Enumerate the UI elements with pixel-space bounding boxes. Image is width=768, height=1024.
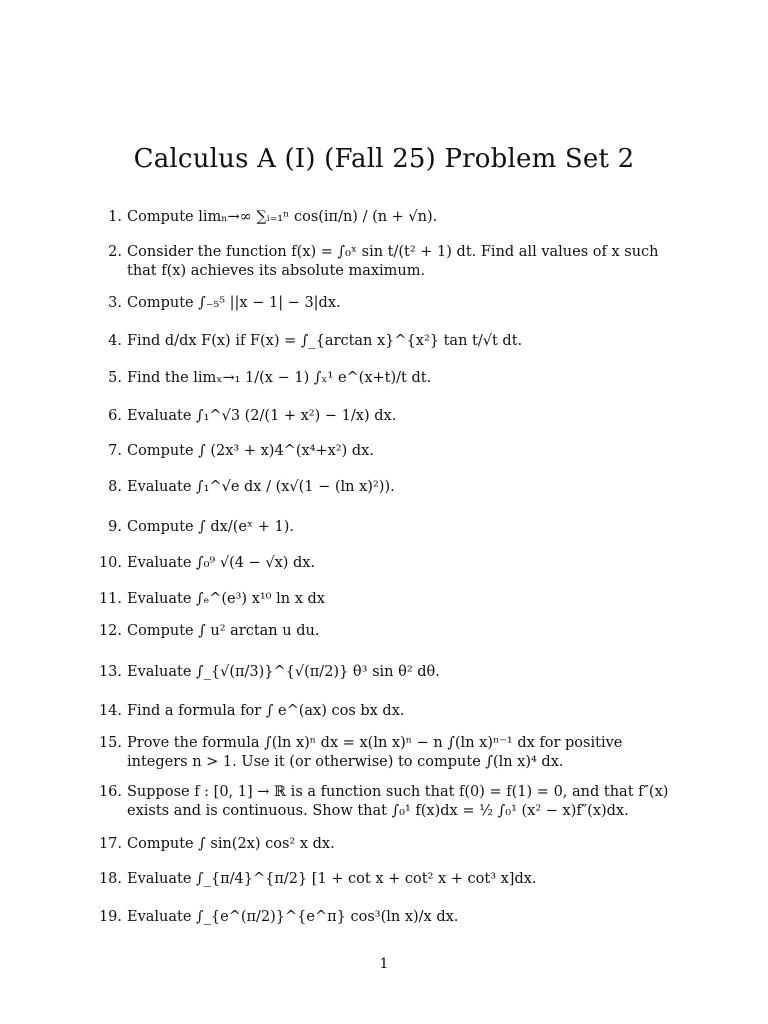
problem-text: Evaluate ∫_{π/4}^{π/2} [1 + cot x + cot² x + cot³ x]dx. bbox=[127, 871, 537, 887]
problem-number: 19. bbox=[98, 909, 122, 925]
problem-text: Find d/dx F(x) if F(x) = ∫_{arctan x}^{x²} tan t/√t dt. bbox=[127, 333, 523, 349]
problem-number: 1. bbox=[108, 209, 122, 225]
problem-number: 8. bbox=[108, 479, 122, 495]
problem-number: 4. bbox=[108, 333, 122, 349]
page-title: Calculus A (I) (Fall 25) Problem Set 2 bbox=[133, 144, 635, 174]
problem-text: Compute limₙ→∞ ∑ᵢ₌₁ⁿ cos(iπ/n) / (n + √n). bbox=[127, 209, 438, 225]
problem-text: Compute ∫ dx/(eˣ + 1). bbox=[127, 519, 294, 535]
page-number: 1 bbox=[379, 956, 389, 972]
problem-text: Compute ∫ u² arctan u du. bbox=[127, 623, 320, 639]
problem-number: 5. bbox=[108, 370, 122, 386]
problem-text: Find a formula for ∫ e^(ax) cos bx dx. bbox=[127, 703, 405, 719]
problem-number: 13. bbox=[98, 664, 122, 680]
problem-text: Evaluate ∫₀⁹ √(4 − √x) dx. bbox=[127, 555, 316, 571]
problem-text: Evaluate ∫_{√(π/3)}^{√(π/2)} θ³ sin θ² dθ. bbox=[127, 664, 440, 680]
problem-number: 12. bbox=[98, 623, 122, 639]
problem-number: 14. bbox=[98, 703, 122, 719]
problem-text: Consider the function f(x) = ∫₀ˣ sin t/(t² + 1) dt. Find all values of x such that f(x) achieves its absolute maximum. bbox=[127, 244, 659, 279]
problem-text: Compute ∫ sin(2x) cos² x dx. bbox=[127, 836, 335, 852]
problem-text: Evaluate ∫_{e^(π/2)}^{e^π} cos³(ln x)/x dx. bbox=[127, 909, 459, 925]
problem-number: 3. bbox=[108, 295, 122, 311]
problem-number: 11. bbox=[98, 591, 122, 607]
problem-text: Evaluate ∫₁^√e dx / (x√(1 − (ln x)²)). bbox=[127, 479, 395, 495]
problem-number: 7. bbox=[108, 443, 122, 459]
problem-number: 18. bbox=[98, 871, 122, 887]
problem-number: 10. bbox=[98, 555, 122, 571]
problem-text: Compute ∫₋₅⁵ ||x − 1| − 3|dx. bbox=[127, 295, 341, 311]
problem-number: 16. bbox=[98, 784, 122, 800]
problem-text: Prove the formula ∫(ln x)ⁿ dx = x(ln x)ⁿ − n ∫(ln x)ⁿ⁻¹ dx for positive integers n > 1. Use it (or otherwise) to compute ∫(ln x)⁴ dx. bbox=[127, 735, 623, 770]
problem-number: 15. bbox=[98, 735, 122, 751]
problem-text: Find the limₓ→₁ 1/(x − 1) ∫ₓ¹ e^(x+t)/t dt. bbox=[127, 370, 432, 386]
problem-text: Suppose f : [0, 1] → ℝ is a function such that f(0) = f(1) = 0, and that f″(x) exists and is continuous. Show that ∫₀¹ f(x)dx = ½ ∫₀¹ (x² − x)f″(x)dx. bbox=[127, 784, 669, 819]
problem-text: Evaluate ∫ₑ^(e³) x¹⁰ ln x dx bbox=[127, 591, 325, 607]
problem-number: 17. bbox=[98, 836, 122, 852]
problem-text: Compute ∫ (2x³ + x)4^(x⁴+x²) dx. bbox=[127, 443, 374, 459]
problem-number: 2. bbox=[108, 244, 122, 260]
problem-number: 9. bbox=[108, 519, 122, 535]
problem-number: 6. bbox=[108, 408, 122, 424]
problem-text: Evaluate ∫₁^√3 (2/(1 + x²) − 1/x) dx. bbox=[127, 408, 397, 424]
